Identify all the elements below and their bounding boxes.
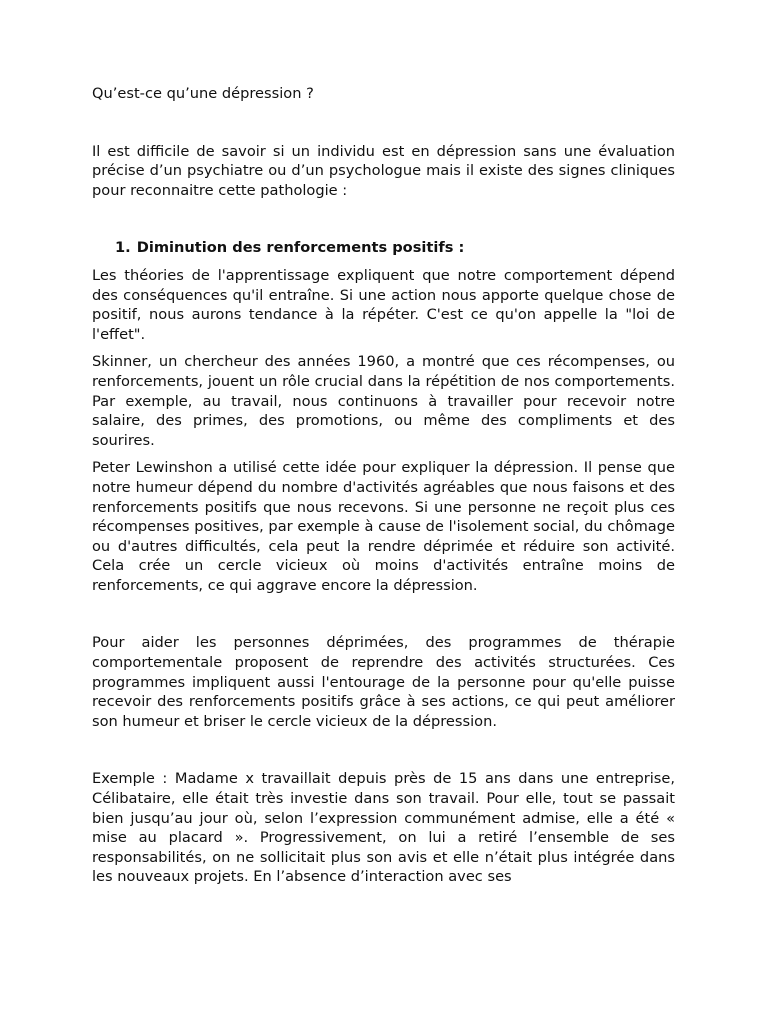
paragraph-therapy: Pour aider les personnes déprimées, des programmes de thérapie comportementale proposent de reprendre des activités structurées. Ces programmes impliquent aussi l'entourage de la personne pour qu'elle puisse recevoir des renforcements positifs grâce à ses actions, ce qui peut améliorer son humeur et briser le cercle vicieux de la dépression. (92, 634, 675, 730)
paragraph-law-of-effect: Les théories de l'apprentissage expliquent que notre comportement dépend des conséquences qu'il entraîne. Si une action nous apporte quelque chose de positif, nous aurons tendance à la répéter. C'est ce qu'on appelle la "loi de l'effet". (92, 266, 675, 343)
intro-paragraph: Il est difficile de savoir si un individu est en dépression sans une évaluation précise d’un psychiatre ou d’un psychologue mais il existe des signes cliniques pour reconnaitre cette pathologie : (92, 142, 675, 199)
section-number: 1. (115, 239, 131, 257)
section-heading-text: Diminution des renforcements positifs : (136, 239, 465, 257)
paragraph-skinner: Skinner, un chercheur des années 1960, a montré que ces récompenses, ou renforcements, jouent un rôle crucial dans la répétition de nos comportements. Par exemple, au travail, nous continuons à travailler pour recevoir notre salaire, des primes, des promotions, ou même des compliments et des sourires. (92, 353, 675, 449)
document-content (92, 84, 675, 895)
section-heading (92, 238, 675, 258)
paragraph-example: Exemple : Madame x travaillait depuis près de 15 ans dans une entreprise, Célibataire, elle était très investie dans son travail. Pour elle, tout se passait bien jusqu’au jour où, selon l’expression communément admise, elle a été « mise au placard ». Progressivement, on lui a retiré l’ensemble de ses responsabilités, on ne sollicitait plus son avis et elle n’était plus intégrée dans les nouveaux projets. En l’absence d’interaction avec ses (92, 770, 675, 886)
document-title: Qu’est-ce qu’une dépression ? (92, 85, 314, 102)
paragraph-lewinshon: Peter Lewinshon a utilisé cette idée pour expliquer la dépression. Il pense que notre humeur dépend du nombre d'activités agréables que nous faisons et des renforcements positifs que nous recevons. Si une personne ne reçoit plus ces récompenses positives, par exemple à cause de l'isolement social, du chômage ou d'autres difficultés, cela peut la rendre déprimée et réduire son activité. Cela crée un cercle vicieux où moins d'activités entraîne moins de renforcements, ce qui aggrave encore la dépression. (92, 459, 675, 594)
